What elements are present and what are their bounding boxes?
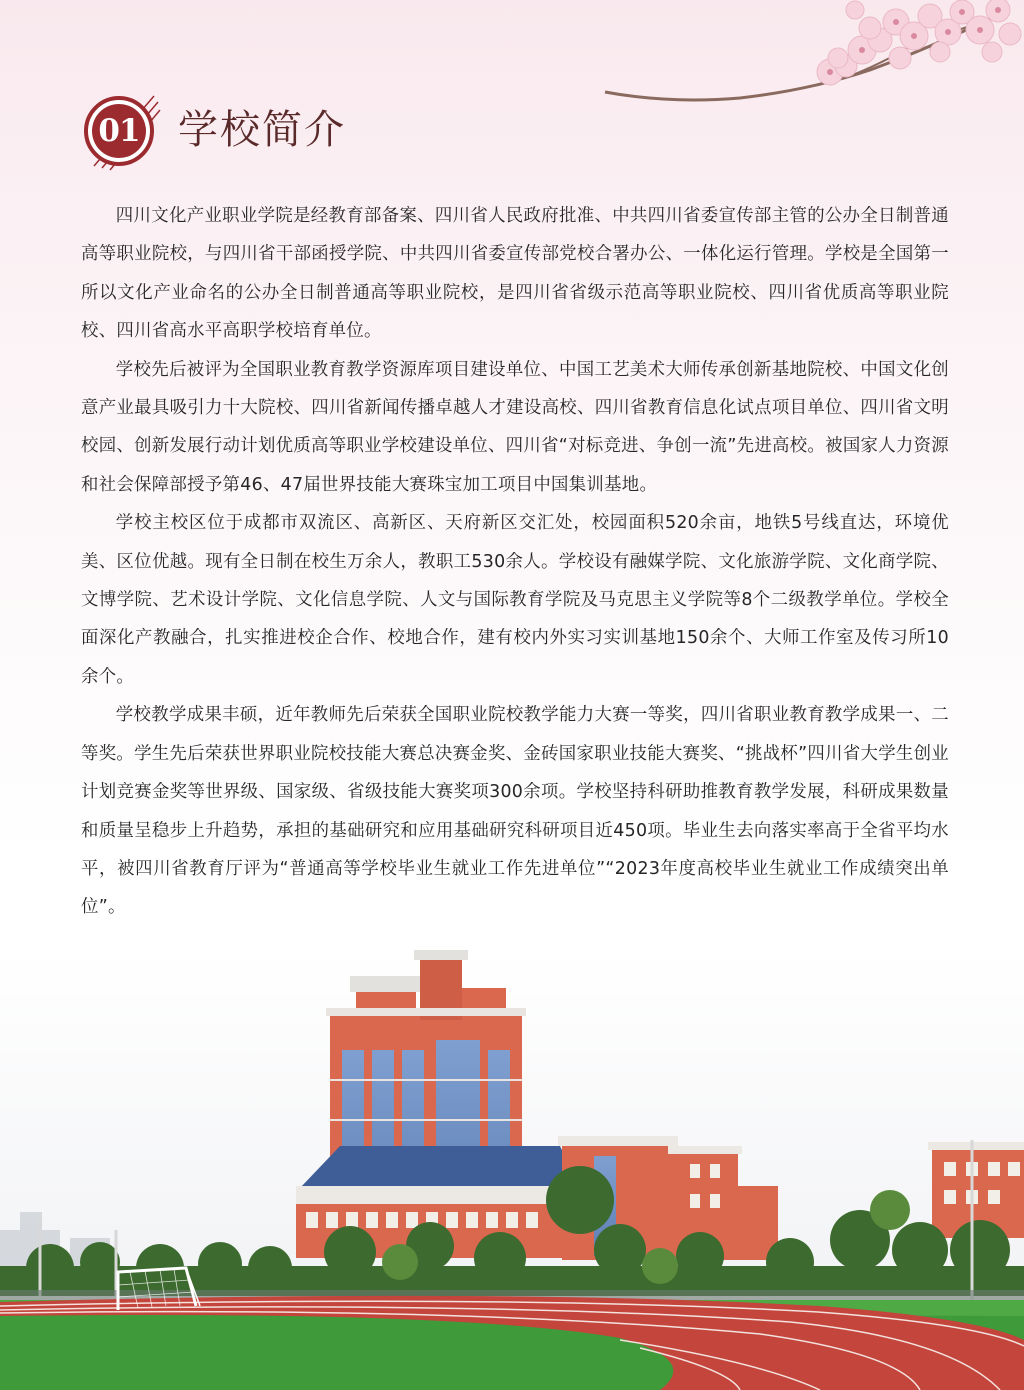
section-number: 01	[98, 113, 140, 149]
paragraph-4: 学校教学成果丰硕，近年教师先后荣获全国职业院校教学能力大赛一等奖，四川省职业教育教学成果一、二等奖。学生先后荣获世界职业院校技能大赛总决赛金奖、金砖国家职业技能大赛奖、“挑战杯”四川省大学生创业计划竞赛金奖等世界级、国家级、省级技能大赛奖项300余项。学校坚持科研助推教育教学发展，科研成果数量和质量呈稳步上升趋势，承担的基础研究和应用基础研究科研项目近450项。毕业生去向落实率高于全省平均水平，被四川省教育厅评为“普通高等学校毕业生就业工作先进单位”“2023年度高校毕业生就业工作成绩突出单位”。	[81, 705, 949, 918]
cherry-blossom-decoration	[600, 0, 1024, 120]
paragraph-3: 学校主校区位于成都市双流区、高新区、天府新区交汇处，校园面积520余亩，地铁5号线直达，环境优美、区位优越。现有全日制在校生万余人，教职工530余人。学校设有融媒学院、文化旅游学院、文化商学院、文博学院、艺术设计学院、文化信息学院、人文与国际教育学院及马克思主义学院等8个二级教学单位。学校全面深化产教融合，扎实推进校企合作、校地合作，建有校内外实习实训基地150余个、大师工作室及传习所10余个。	[81, 513, 949, 687]
page-title: 学校简介	[178, 107, 346, 153]
intro-text	[81, 197, 949, 927]
paragraph-1: 四川文化产业职业学院是经教育部备案、四川省人民政府批准、中共四川省委宣传部主管的公办全日制普通高等职业院校，与四川省干部函授学院、中共四川省委宣传部党校合署办公、一体化运行管理。学校是全国第一所以文化产业命名的公办全日制普通高等职业院校，是四川省省级示范高等职业院校、四川省优质高等职业院校、四川省高水平高职学校培育单位。	[81, 206, 949, 342]
paragraph-2: 学校先后被评为全国职业教育教学资源库项目建设单位、中国工艺美术大师传承创新基地院校、中国文化创意产业最具吸引力十大院校、四川省新闻传播卓越人才建设高校、四川省教育信息化试点项目单位、四川省文明校园、创新发展行动计划优质高等职业学校建设单位、四川省“对标竞进、争创一流”先进高校。被国家人力资源和社会保障部授予第46、47届世界技能大赛珠宝加工项目中国集训基地。	[81, 359, 949, 495]
section-heading	[82, 92, 482, 172]
campus-photo	[0, 950, 1024, 1390]
